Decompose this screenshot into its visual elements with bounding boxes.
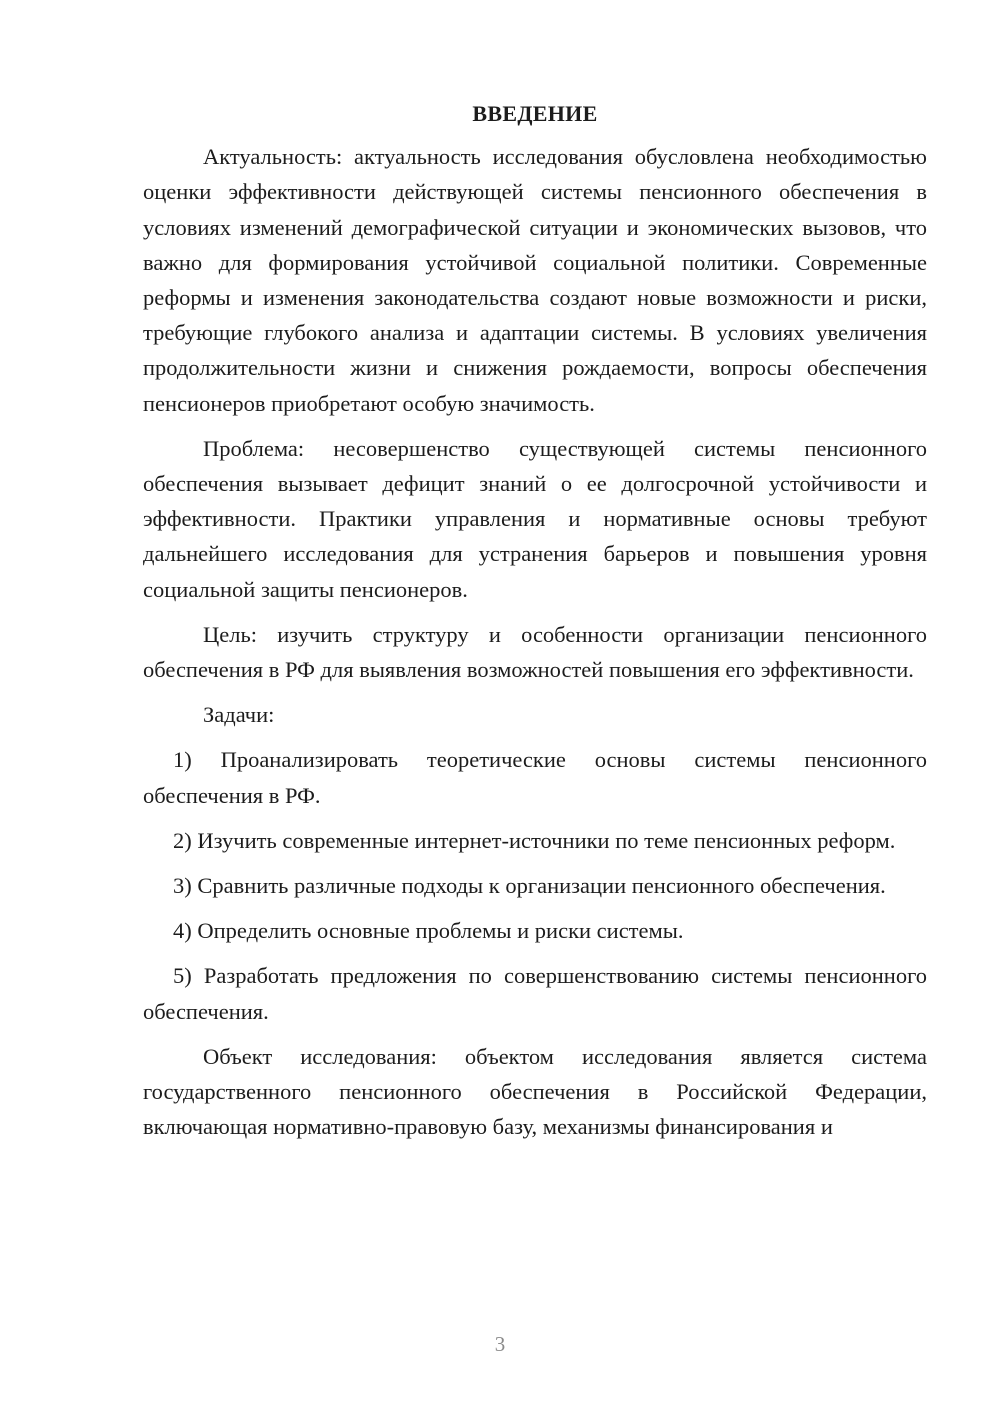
section-title: ВВЕДЕНИЕ [472, 101, 598, 126]
task-item-4: 4) Определить основные проблемы и риски системы. [173, 918, 684, 944]
paragraph-object: Объект исследования: объектом исследования является система государственного пенсионного обеспечения в Российской Федерации, включающая нормативно-правовую базу, механизмы финансирования и [143, 1043, 927, 1140]
paragraph-goal: Цель: изучить структуру и особенности организации пенсионного обеспечения в РФ для выявления возможностей повышения его эффективности. [143, 621, 927, 683]
task-item-2: 2) Изучить современные интернет-источники по теме пенсионных реформ. [173, 827, 896, 853]
task-item-1: 1) Проанализировать теоретические основы системы пенсионного обеспечения в РФ. [143, 747, 927, 808]
document-body [143, 96, 927, 1154]
task-item-5: 5) Разработать предложения по совершенствованию системы пенсионного обеспечения. [143, 963, 927, 1024]
page-number: 3 [494, 1332, 506, 1356]
task-item-3: 3) Сравнить различные подходы к организации пенсионного обеспечения. [173, 873, 886, 899]
paragraph-problem: Проблема: несовершенство существующей системы пенсионного обеспечения вызывает дефицит знаний о ее долгосрочной устойчивости и эффективности. Практики управления и нормативные основы требуют дальнейшего исследования для устранения барьеров и повышения уровня социальной защиты пенсионеров. [143, 435, 927, 602]
paragraph-relevance: Актуальность: актуальность исследования обусловлена необходимостью оценки эффективности действующей системы пенсионного обеспечения в условиях изменений демографической ситуации и экономических вызовов, что важно для формирования устойчивой социальной политики. Современные реформы и изменения законодательства создают новые возможности и риски, требующие глубокого анализа и адаптации системы. В условиях увеличения продолжительности жизни и снижения рождаемости, вопросы обеспечения пенсионеров приобретают особую значимость. [143, 144, 927, 416]
tasks-heading: Задачи: [203, 702, 275, 728]
